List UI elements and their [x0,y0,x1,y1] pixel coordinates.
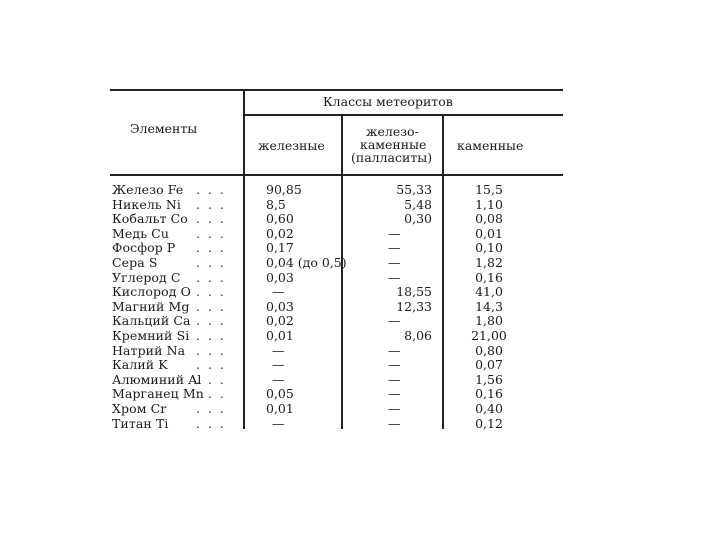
header-stony-iron-line-2: каменные [360,137,427,152]
stony-iron-value: — [388,386,401,402]
iron-value: 0,04 (до 0,5) [266,255,347,270]
stony-value: 1,80 [475,313,503,329]
stony-value: 21,00 [471,328,507,343]
stony-value: 0,01 [475,225,503,241]
element-name: Кислород O [112,284,191,300]
element-name: Калий K [112,357,168,373]
dot-leader: . . . [196,255,226,270]
element-name: Титан Ti [112,415,169,431]
element-name: Углерод C [112,269,181,285]
element-name: Марганец Mn [112,386,204,402]
stony-value: 1,82 [475,255,503,270]
element-name: Железо Fe [112,182,184,197]
stony-value: 0,10 [475,240,503,256]
iron-value: 0,01 [266,401,294,416]
dot-leader: . . . [196,284,226,300]
stony-iron-value: — [388,225,401,241]
element-name: Кальций Ca [112,313,191,329]
iron-value: — [272,357,285,373]
dot-leader: . . . [196,196,226,212]
stony-value: 15,5 [475,182,503,197]
element-name: Никель Ni [112,196,181,212]
iron-value: — [272,415,285,431]
dot-leader: . . . [196,269,226,285]
stony-iron-value: — [388,342,401,358]
dot-leader: . . . [196,313,226,329]
stony-value: 0,12 [475,415,503,431]
iron-value: 0,05 [266,386,294,402]
stony-value: 41,0 [475,284,503,300]
stony-iron-value: — [388,240,401,256]
iron-value: 0,03 [266,269,294,285]
stony-iron-value: — [388,313,401,329]
stony-value: 0,07 [475,357,503,373]
iron-value: 0,60 [266,211,294,227]
iron-value: 0,01 [266,328,294,343]
iron-value: — [272,371,285,387]
dot-leader: . . . [196,371,226,387]
header-stony-iron-line-1: железо- [366,124,419,139]
header-bottom-rule [110,174,563,176]
dot-leader: . . . [196,401,226,416]
stony-iron-value: — [388,401,401,416]
stony-iron-value: — [388,357,401,373]
stony-value: 0,80 [475,342,503,358]
stony-value: 1,10 [475,196,503,212]
stony-iron-value: 8,06 [404,328,432,343]
column-rule-1 [243,89,245,429]
dot-leader: . . . [196,386,226,402]
element-name: Сера S [112,255,158,270]
iron-value: 0,02 [266,225,294,241]
column-rule-2 [341,114,343,429]
iron-value: 0,03 [266,298,294,314]
iron-value: — [272,284,285,300]
iron-value: — [272,342,285,358]
dot-leader: . . . [196,211,226,227]
stony-iron-value: — [388,371,401,387]
header-stony-iron-line-3: (палласиты) [351,150,433,165]
stony-iron-value: 18,55 [396,284,432,300]
stony-value: 0,16 [475,386,503,402]
dot-leader: . . . [196,328,226,343]
dot-leader: . . . [196,415,226,431]
header-elements: Элементы [130,121,198,136]
stony-value: 0,40 [475,401,503,416]
stony-iron-value: 5,48 [404,196,432,212]
header-iron: железные [258,138,325,153]
iron-value: 90,85 [266,182,302,197]
dot-leader: . . . [196,298,226,314]
element-name: Магний Mg [112,298,190,314]
header-meteorite-classes: Классы метеоритов [323,94,453,109]
element-name: Кремний Si [112,328,190,343]
dot-leader: . . . [196,225,226,241]
element-name: Фосфор P [112,240,176,256]
stony-iron-value: 55,33 [396,182,432,197]
stony-value: 0,16 [475,269,503,285]
table-top-rule [110,89,563,91]
element-name: Натрий Na [112,342,186,358]
element-name: Медь Cu [112,225,169,241]
stony-iron-value: — [388,255,401,270]
stony-iron-value: 0,30 [404,211,432,227]
column-rule-3 [442,114,444,429]
stony-iron-value: — [388,415,401,431]
dot-leader: . . . [196,182,226,197]
iron-value: 0,17 [266,240,294,256]
iron-value: 8,5 [266,196,286,212]
element-name: Алюминий Al [112,371,202,387]
iron-value: 0,02 [266,313,294,329]
dot-leader: . . . [196,342,226,358]
stony-value: 1,56 [475,371,503,387]
stony-value: 14,3 [475,298,503,314]
stony-value: 0,08 [475,211,503,227]
classes-header-rule [244,114,563,116]
element-name: Хром Cr [112,401,167,416]
stony-iron-value: 12,33 [396,298,432,314]
dot-leader: . . . [196,357,226,373]
stony-iron-value: — [388,269,401,285]
header-stony: каменные [457,138,524,153]
dot-leader: . . . [196,240,226,256]
element-name: Кобальт Co [112,211,188,227]
